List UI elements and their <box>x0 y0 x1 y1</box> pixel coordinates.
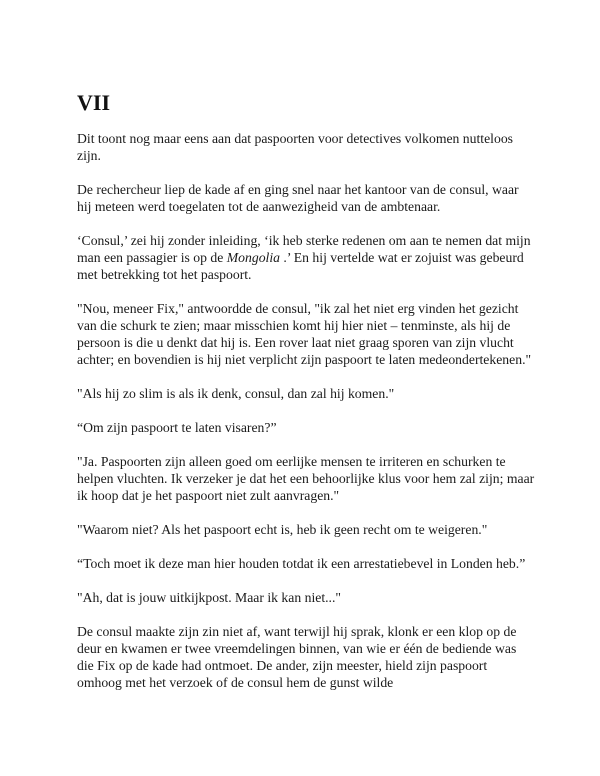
chapter-body <box>77 130 535 708</box>
paragraph-text: ‘Consul,’ zei hij zonder inleiding, ‘ik heb sterke redenen om aan te nemen dat mijn man een passagier is op de <box>77 233 531 265</box>
paragraph <box>77 232 535 283</box>
paragraph: “Om zijn paspoort te laten visaren?” <box>77 420 277 435</box>
paragraph: De consul maakte zijn zin niet af, want terwijl hij sprak, klonk er een klop op de deur en kwamen er twee vreemdelingen binnen, van wie er één de bediende was die Fix op de kade had ontmoet. De ander, zijn meester, hield zijn paspoort omhoog met het verzoek of de consul hem de gunst wilde <box>77 624 517 690</box>
paragraph-text: .’ En hij vertelde wat er zojuist was gebeurd met betrekking tot het paspoort. <box>77 250 524 282</box>
chapter-title: VII <box>77 90 111 115</box>
paragraph: Dit toont nog maar eens aan dat paspoorten voor detectives volkomen nutteloos zijn. <box>77 131 513 163</box>
paragraph: “Toch moet ik deze man hier houden totdat ik een arrestatiebevel in Londen heb.” <box>77 556 526 571</box>
paragraph: "Ja. Paspoorten zijn alleen goed om eerlijke mensen te irriteren en schurken te helpen vluchten. Ik verzeker je dat het een behoorlijke klus voor hem zal zijn; maar ik hoop dat je het paspoort niet zult aanvragen." <box>77 454 535 503</box>
paragraph: "Ah, dat is jouw uitkijkpost. Maar ik kan niet..." <box>77 590 341 605</box>
ship-name: Mongolia <box>226 250 280 265</box>
paragraph: "Als hij zo slim is als ik denk, consul, dan zal hij komen." <box>77 386 395 401</box>
paragraph: De rechercheur liep de kade af en ging snel naar het kantoor van de consul, waar hij meteen werd toegelaten tot de aanwezigheid van de ambtenaar. <box>77 182 519 214</box>
paragraph: "Waarom niet? Als het paspoort echt is, heb ik geen recht om te weigeren." <box>77 522 488 537</box>
paragraph: "Nou, meneer Fix," antwoordde de consul, "ik zal het niet erg vinden het gezicht van die schurk te zien; maar misschien komt hij hier niet – tenminste, als hij de persoon is die u denkt dat hij is. Een rover laat niet graag sporen van zijn vlucht achter; en bovendien is hij niet verplicht zijn paspoort te laten medeondertekenen." <box>77 301 532 367</box>
